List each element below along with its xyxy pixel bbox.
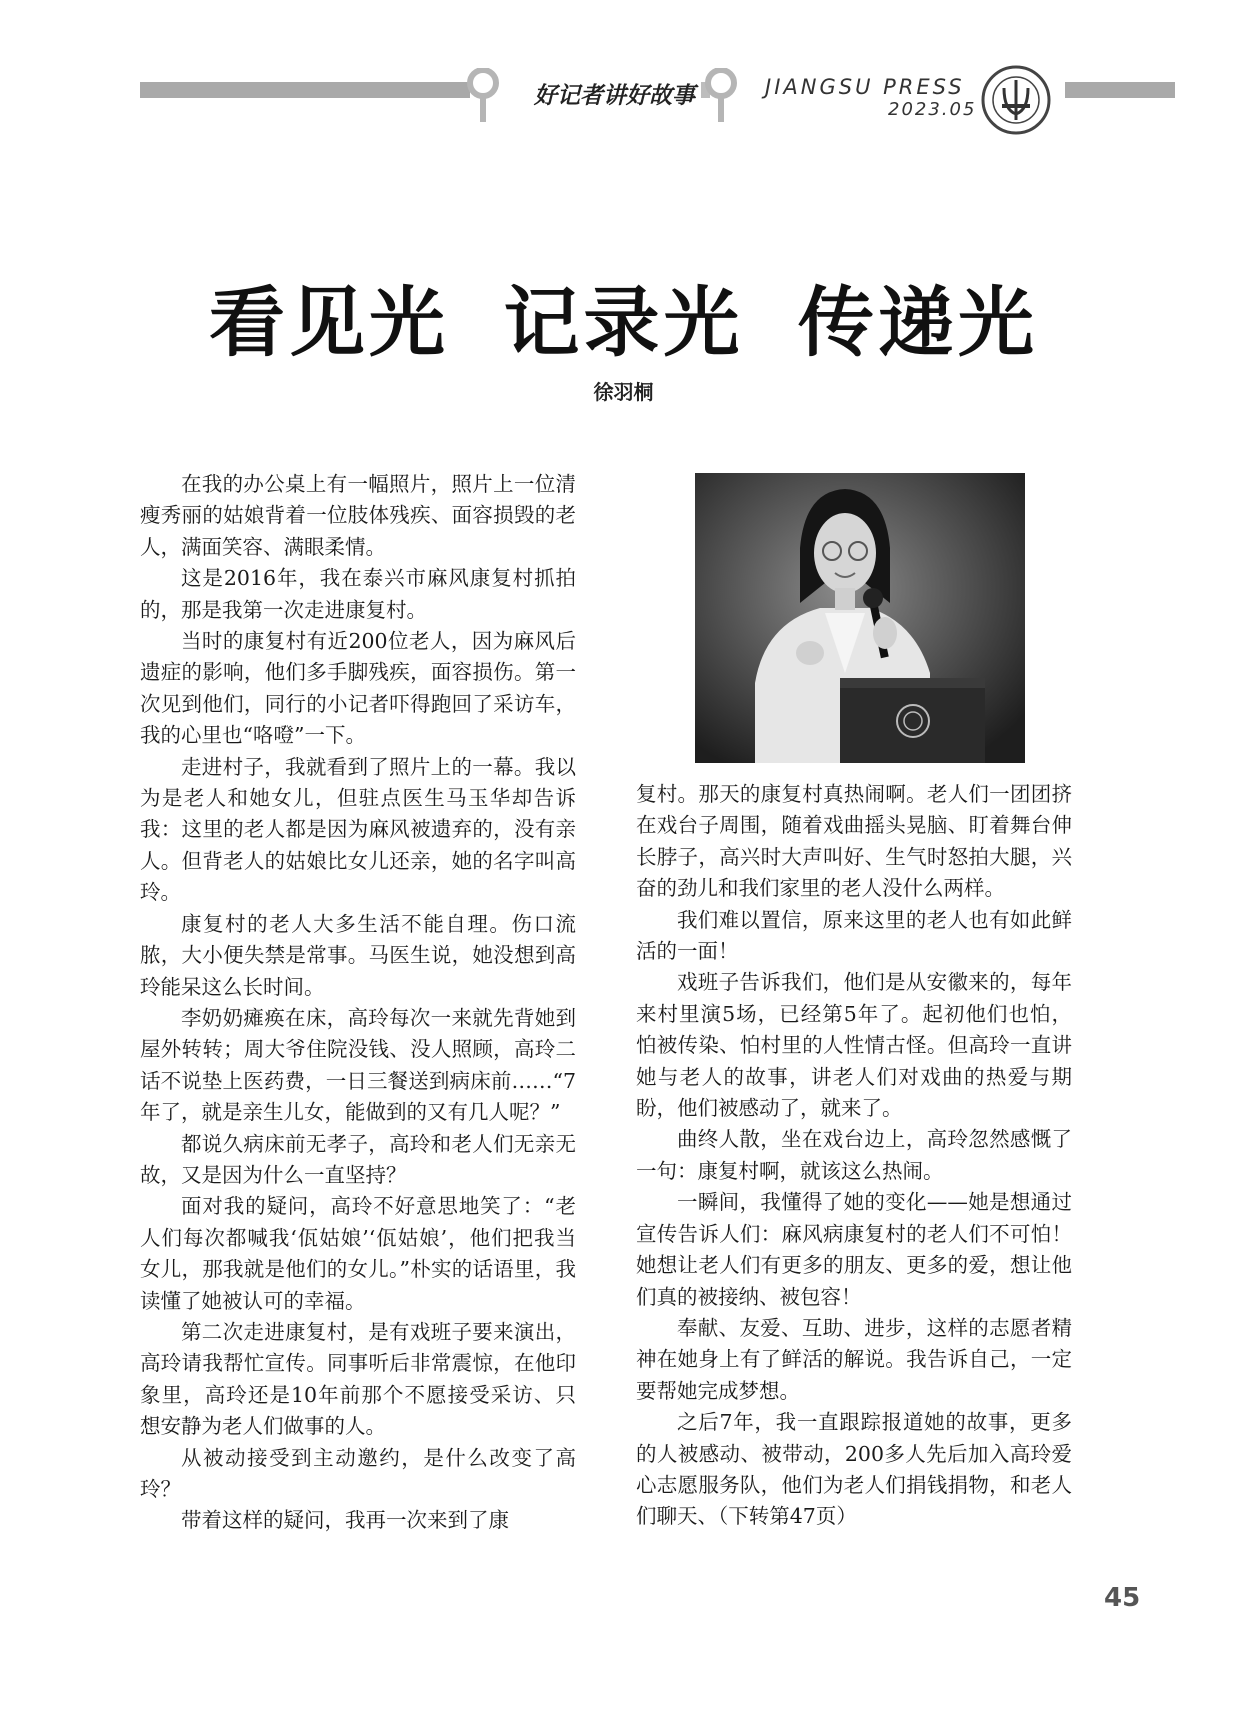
paragraph: 李奶奶瘫痪在床，高玲每次一来就先背她到屋外转转；周大爷住院没钱、没人照顾，高玲二话不说垫上医药费，一日三餐送到病床前……“7年了，就是亲生儿女，能做到的又有几人呢？” xyxy=(140,1005,576,1125)
magazine-name: JIANGSU PRESS xyxy=(765,75,965,99)
paragraph: 走进村子，我就看到了照片上的一幕。我以为是老人和她女儿，但驻点医生马玉华却告诉我：这里的老人都是因为麻风被遗弃的，没有亲人。但背老人的姑娘比女儿还亲，她的名字叫高玲。 xyxy=(140,754,576,905)
paragraph: 在我的办公桌上有一幅照片，照片上一位清瘦秀丽的姑娘背着一位肢体残疾、面容损毁的老人，满面笑容、满眼柔情。 xyxy=(140,472,576,559)
paragraph: 奉献、友爱、互助、进步，这样的志愿者精神在她身上有了鲜活的解说。我告诉自己，一定要帮她完成梦想。 xyxy=(636,1315,1072,1403)
paragraph: 我们难以置信，原来这里的老人也有如此鲜活的一面！ xyxy=(636,907,1072,964)
map-pin-icon xyxy=(466,68,500,124)
article-title: 看见光 记录光 传递光 xyxy=(209,278,1038,367)
paragraph: 一瞬间，我懂得了她的变化——她是想通过宣传告诉人们：麻风病康复村的老人们不可怕！她想让老人们有更多的朋友、更多的爱，想让他们真的被接纳、被包容！ xyxy=(636,1190,1072,1309)
article-body-right-column xyxy=(636,779,1072,1533)
paragraph: 从被动接受到主动邀约，是什么改变了高玲？ xyxy=(140,1445,576,1501)
header-bar-right xyxy=(1065,82,1175,98)
paragraph: 带着这样的疑问，我再一次来到了康 xyxy=(181,1508,509,1533)
header-bar-left xyxy=(140,82,470,98)
column-name: 好记者讲好故事 xyxy=(528,77,701,110)
paragraph: 戏班子告诉我们，他们是从安徽来的，每年来村里演5场，已经第5年了。起初他们也怕，怕被传染、怕村里的人性情古怪。但高玲一直讲她与老人的故事，讲老人们对戏曲的热爱与期盼，他们被感动了，就来了。 xyxy=(636,970,1072,1121)
speaker-photo xyxy=(695,473,1025,763)
issue-number: 2023.05 xyxy=(888,99,977,120)
association-seal-icon xyxy=(980,64,1052,136)
paragraph: 康复村的老人大多生活不能自理。伤口流脓，大小便失禁是常事。马医生说，她没想到高玲能呆这么长时间。 xyxy=(140,911,576,999)
article-body-left-column xyxy=(140,469,576,1537)
paragraph: 当时的康复村有近200位老人，因为麻风后遗症的影响，他们多手脚残疾，面容损伤。第一次见到他们，同行的小记者吓得跑回了采访车，我的心里也“咯噔”一下。 xyxy=(140,629,576,748)
paragraph: 第二次走进康复村，是有戏班子要来演出，高玲请我帮忙宣传。同事听后非常震惊，在他印象里，高玲还是10年前那个不愿接受采访、只想安静为老人们做事的人。 xyxy=(140,1319,576,1439)
article-author: 徐羽桐 xyxy=(593,380,654,404)
paragraph: 复村。那天的康复村真热闹啊。老人们一团团挤在戏台子周围，随着戏曲摇头晃脑、盯着舞台伸长脖子，高兴时大声叫好、生气时怒拍大腿，兴奋的劲儿和我们家里的老人没什么两样。 xyxy=(636,782,1072,901)
page-number: 45 xyxy=(1104,1583,1141,1613)
paragraph: 这是2016年，我在泰兴市麻风康复村抓拍的，那是我第一次走进康复村。 xyxy=(140,566,576,622)
paragraph: 都说久病床前无孝子，高玲和老人们无亲无故，又是因为什么一直坚持？ xyxy=(140,1131,576,1187)
paragraph: 曲终人散，坐在戏台边上，高玲忽然感慨了一句：康复村啊，就该这么热闹。 xyxy=(636,1127,1072,1183)
map-pin-icon xyxy=(704,68,738,124)
paragraph: 之后7年，我一直跟踪报道她的故事，更多的人被感动、被带动，200多人先后加入高玲爱心志愿服务队，他们为老人们捐钱捐物，和老人们聊天、（下转第47页） xyxy=(636,1410,1072,1529)
paragraph: 面对我的疑问，高玲不好意思地笑了：“老人们每次都喊我‘佤姑娘’‘佤姑娘’，他们把我当女儿，那我就是他们的女儿。”朴实的话语里，我读懂了她被认可的幸福。 xyxy=(140,1194,576,1313)
